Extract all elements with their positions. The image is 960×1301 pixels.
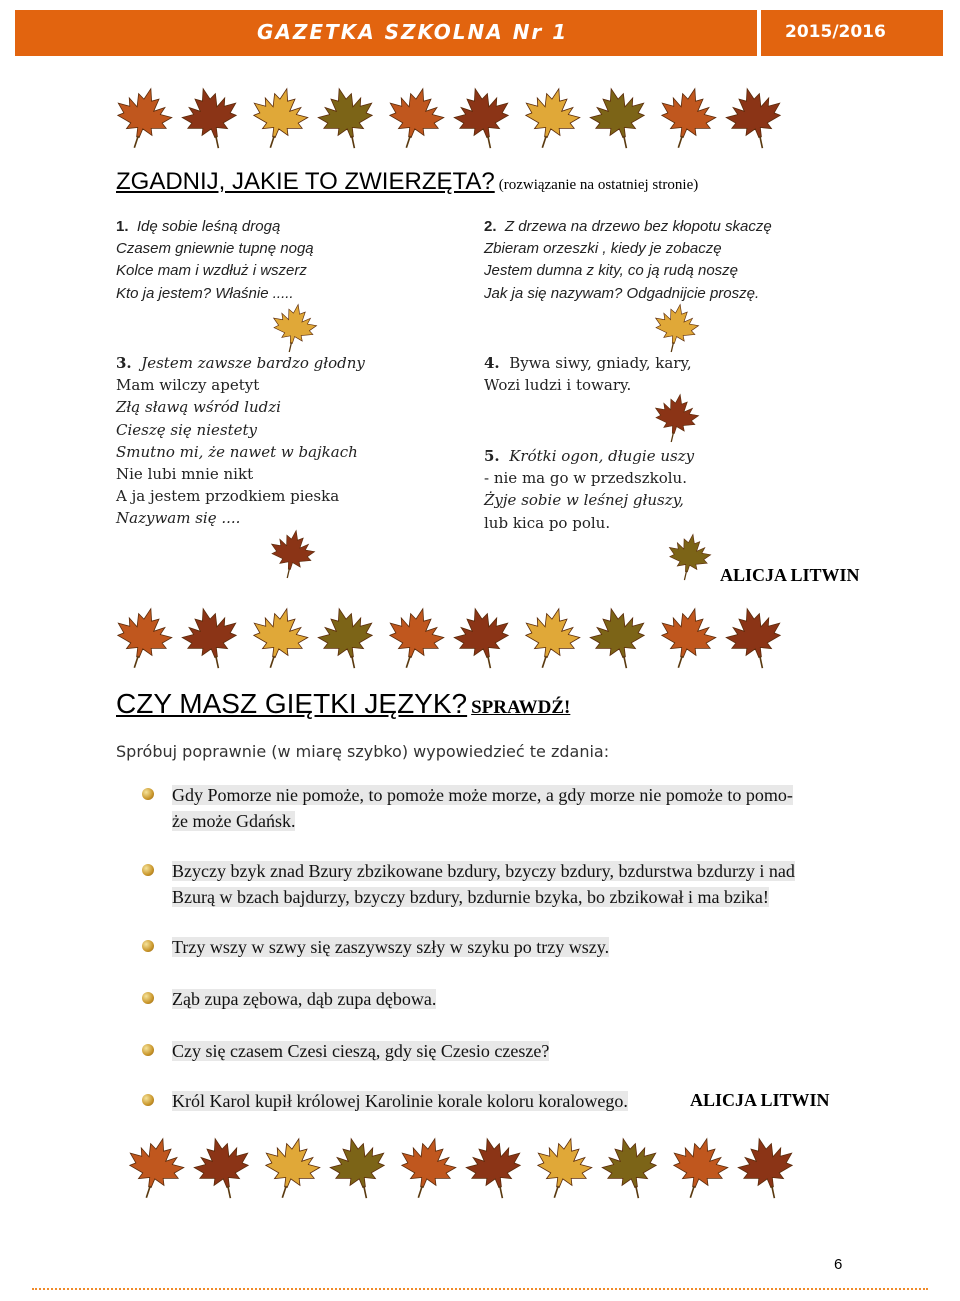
riddle-2-line: Zbieram orzeszki , kiedy je zobaczę bbox=[484, 240, 722, 258]
riddle-5-line: Żyje sobie w leśnej głuszy, bbox=[484, 491, 684, 510]
riddle-3 bbox=[116, 352, 365, 530]
maple-leaf-icon bbox=[314, 85, 380, 151]
riddle-1-line: Kto ja jestem? Właśnie ..... bbox=[116, 284, 294, 302]
riddles-title: ZGADNIJ, JAKIE TO ZWIERZĘTA? bbox=[116, 168, 495, 195]
riddle-3-number: 3. bbox=[116, 354, 132, 372]
tongue-twister-item bbox=[172, 986, 436, 1012]
maple-leaf-icon bbox=[664, 532, 714, 582]
riddle-5-line: lub kica po polu. bbox=[484, 513, 611, 532]
tongue-twister-line: Bzyczy bzyk znad Bzury zbzikowane bzdury, bzyczy bzdury, bzdurstwa bzdurzy i nad bbox=[172, 861, 795, 881]
leaf-icon bbox=[650, 302, 702, 359]
riddles-heading bbox=[116, 168, 698, 196]
maple-leaf-icon bbox=[382, 85, 448, 151]
tongue-twister-item bbox=[172, 782, 852, 834]
maple-leaf-icon bbox=[650, 392, 702, 444]
tongue-twister-author: ALICJA LITWIN bbox=[690, 1090, 830, 1110]
maple-leaf-icon bbox=[518, 605, 584, 671]
maple-leaf-icon bbox=[462, 1135, 528, 1201]
maple-leaf-icon bbox=[734, 1135, 800, 1201]
maple-leaf-icon bbox=[586, 605, 652, 671]
leaf-icon bbox=[266, 528, 318, 585]
maple-leaf-icon bbox=[178, 605, 244, 671]
riddle-2-line: Z drzewa na drzewo bez kłopotu skaczę bbox=[504, 218, 772, 235]
maple-leaf-icon bbox=[722, 85, 788, 151]
maple-leaf-icon bbox=[246, 85, 312, 151]
tongue-twister-intro: Spróbuj poprawnie (w miarę szybko) wypowiedzieć te zdania: bbox=[116, 742, 610, 761]
riddle-4-number: 4. bbox=[484, 354, 500, 372]
bullet-icon bbox=[142, 1094, 154, 1106]
bullet-icon bbox=[142, 940, 154, 952]
tongue-twister-line: Czy się czasem Czesi cieszą, gdy się Czesio czesze? bbox=[172, 1041, 550, 1061]
maple-leaf-icon bbox=[666, 1135, 732, 1201]
leaf-border-bottom bbox=[122, 1135, 802, 1201]
riddle-3-line: Smutno mi, że nawet w bajkach bbox=[116, 442, 358, 461]
tongue-twister-line: Król Karol kupił królowej Karolinie korale koloru koralowego. bbox=[172, 1091, 628, 1111]
maple-leaf-icon bbox=[450, 605, 516, 671]
footer-divider bbox=[32, 1288, 928, 1290]
tongue-twister-item bbox=[172, 1038, 549, 1064]
maple-leaf-icon bbox=[382, 605, 448, 671]
riddle-5-number: 5. bbox=[484, 447, 500, 465]
bullet-icon bbox=[142, 788, 154, 800]
maple-leaf-icon bbox=[190, 1135, 256, 1201]
maple-leaf-icon bbox=[266, 528, 318, 580]
riddle-2-line: Jestem dumna z kity, co ją rudą noszę bbox=[484, 262, 739, 280]
maple-leaf-icon bbox=[258, 1135, 324, 1201]
riddle-1-line: Idę sobie leśną drogą bbox=[136, 218, 281, 235]
maple-leaf-icon bbox=[598, 1135, 664, 1201]
bullet-icon bbox=[142, 864, 154, 876]
maple-leaf-icon bbox=[450, 85, 516, 151]
bullet-icon bbox=[142, 992, 154, 1004]
maple-leaf-icon bbox=[722, 605, 788, 671]
riddle-5-line: - nie ma go w przedszkolu. bbox=[484, 469, 687, 488]
riddle-3-line: A ja jestem przodkiem pieska bbox=[116, 487, 340, 506]
riddle-4-line: Wozi ludzi i towary. bbox=[484, 376, 632, 395]
tongue-twister-line: Trzy wszy w szwy się zaszywszy szły w szyku po trzy wszy. bbox=[172, 937, 610, 957]
riddle-5 bbox=[484, 445, 694, 534]
tongue-twister-item bbox=[172, 1088, 628, 1114]
riddle-3-line: Złą sławą wśród ludzi bbox=[116, 398, 281, 417]
riddle-4 bbox=[484, 352, 692, 396]
tongue-twister-heading bbox=[116, 688, 570, 720]
newsletter-title: GAZETKA SZKOLNA Nr 1 bbox=[257, 20, 569, 44]
maple-leaf-icon bbox=[110, 85, 176, 151]
page-number: 6 bbox=[834, 1256, 843, 1273]
riddle-3-line: Nazywam się .... bbox=[116, 509, 241, 528]
riddle-1 bbox=[116, 216, 314, 305]
riddle-2-line: Jak ja się nazywam? Odgadnijcie proszę. bbox=[484, 284, 760, 302]
maple-leaf-icon bbox=[246, 605, 312, 671]
tongue-twister-item bbox=[172, 934, 609, 960]
maple-leaf-icon bbox=[394, 1135, 460, 1201]
riddle-3-line: Mam wilczy apetyt bbox=[116, 376, 260, 395]
riddle-3-line: Jestem zawsze bardzo głodny bbox=[141, 354, 365, 372]
riddle-5-line: Krótki ogon, długie uszy bbox=[509, 447, 695, 465]
tongue-twister-subtitle: SPRAWDŹ! bbox=[471, 697, 571, 718]
maple-leaf-icon bbox=[326, 1135, 392, 1201]
riddles-note: (rozwiązanie na ostatniej stronie) bbox=[498, 177, 699, 193]
bullet-icon bbox=[142, 1044, 154, 1056]
maple-leaf-icon bbox=[654, 605, 720, 671]
tongue-twister-line: że może Gdańsk. bbox=[172, 811, 296, 831]
maple-leaf-icon bbox=[122, 1135, 188, 1201]
leaf-icon bbox=[268, 302, 320, 359]
leaf-icon bbox=[664, 532, 714, 587]
maple-leaf-icon bbox=[650, 302, 702, 354]
riddle-2-number: 2. bbox=[484, 218, 497, 235]
header-bar bbox=[15, 10, 943, 56]
maple-leaf-icon bbox=[518, 85, 584, 151]
maple-leaf-icon bbox=[586, 85, 652, 151]
tongue-twister-line: Bzurą w bzach bajdurzy, bzyczy bzdury, bzdurnie bzyka, bo zbzikował i ma bzika! bbox=[172, 887, 769, 907]
maple-leaf-icon bbox=[314, 605, 380, 671]
maple-leaf-icon bbox=[110, 605, 176, 671]
leaf-border-top bbox=[110, 85, 790, 151]
tongue-twister-line: Gdy Pomorze nie pomoże, to pomoże może morze, a gdy morze nie pomoże to pomo- bbox=[172, 785, 793, 805]
riddle-3-line: Cieszę się niestety bbox=[116, 420, 257, 439]
riddle-4-line: Bywa siwy, gniady, kary, bbox=[509, 354, 692, 372]
riddle-1-number: 1. bbox=[116, 218, 129, 235]
tongue-twister-line: Ząb zupa zębowa, dąb zupa dębowa. bbox=[172, 989, 437, 1009]
tongue-twister-title: CZY MASZ GIĘTKI JĘZYK? bbox=[116, 688, 468, 719]
leaf-border-middle bbox=[110, 605, 790, 671]
maple-leaf-icon bbox=[178, 85, 244, 151]
tongue-twister-item bbox=[172, 858, 862, 910]
maple-leaf-icon bbox=[530, 1135, 596, 1201]
riddle-2 bbox=[484, 216, 772, 305]
school-year: 2015/2016 bbox=[785, 22, 886, 42]
maple-leaf-icon bbox=[654, 85, 720, 151]
maple-leaf-icon bbox=[268, 302, 320, 354]
riddles-author: ALICJA LITWIN bbox=[720, 565, 860, 585]
riddle-1-line: Kolce mam i wzdłuż i wszerz bbox=[116, 262, 307, 280]
leaf-icon bbox=[650, 392, 702, 449]
riddle-1-line: Czasem gniewnie tupnę nogą bbox=[116, 240, 314, 258]
riddle-3-line: Nie lubi mnie nikt bbox=[116, 465, 254, 484]
